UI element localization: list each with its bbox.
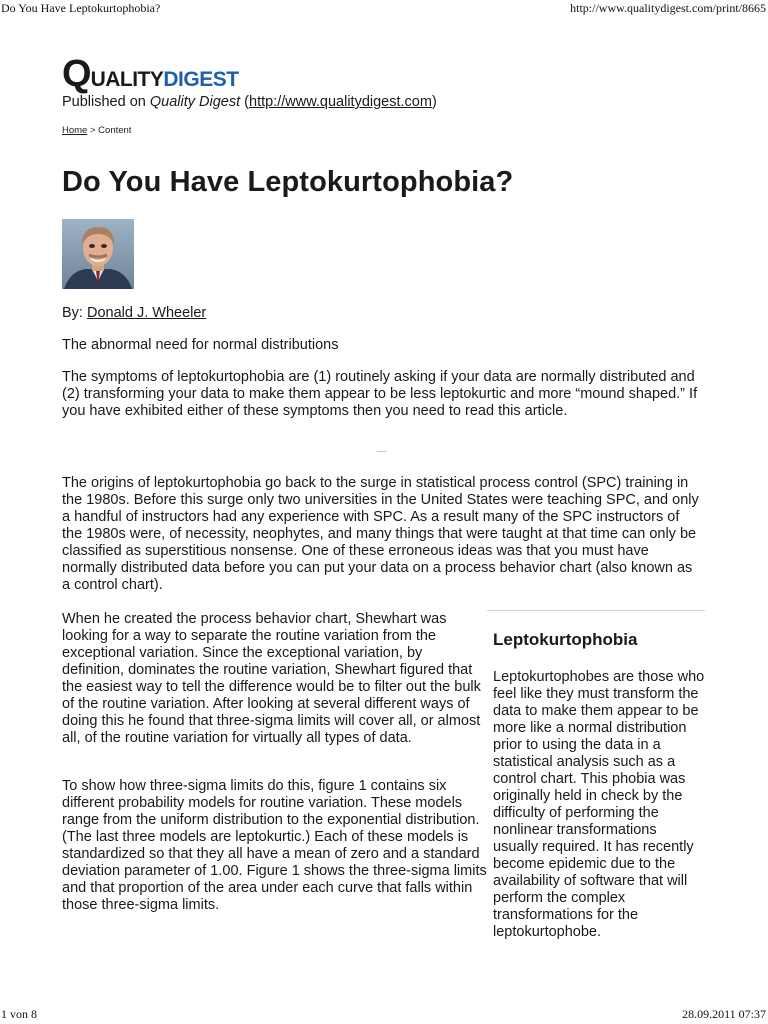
author-photo <box>62 219 134 289</box>
logo-word-digest: DIGEST <box>163 68 239 91</box>
published-close-paren: ) <box>431 94 437 110</box>
shewhart-paragraph: When he created the process behavior chart, Shewhart was looking for a way to separate the routine variation from the exceptional variation. Since the exceptional variation, by definition, dominates the routine variation, Shewhart figured that the easiest way to tell the difference would be to filter out the bulk of the routine variation. After looking at several different ways of doing this he found that three-sigma limits will cover all, or almost all, of the routine variation for virtually all types of data. <box>62 611 481 746</box>
article-title: Do You Have Leptokurtophobia? <box>62 166 514 198</box>
section-divider <box>377 451 387 452</box>
sidebar-box <box>487 610 705 962</box>
published-prefix: Published on <box>62 94 150 110</box>
logo-word-quality: UALITY <box>90 68 164 91</box>
byline <box>62 305 206 321</box>
sidebar-top-rule <box>487 610 705 611</box>
breadcrumb <box>62 125 131 136</box>
sidebar-heading: Leptokurtophobia <box>493 630 638 649</box>
published-open-paren: ( <box>240 94 249 110</box>
logo-initial: Q <box>62 53 91 95</box>
article-subtitle: The abnormal need for normal distributions <box>62 337 339 353</box>
published-source-link[interactable]: http://www.qualitydigest.com <box>249 94 432 110</box>
quality-digest-logo[interactable] <box>62 53 239 95</box>
breadcrumb-separator: > <box>87 125 99 136</box>
print-header <box>0 0 768 16</box>
origins-paragraph: The origins of leptokurtophobia go back to the surge in statistical process control (SPC) training in the 1980s. Before this surge only two universities in the United States were teaching SPC, and only a handful of instructors had any experience with SPC. As a result many of the SPC instructors of the 1980s were, of necessity, neophytes, and many things that were taught at that time can only be classified as superstitious nonsense. One of these erroneous ideas was that you must have normally distributed data before you can put your data on a process behavior chart (also known as a control chart). <box>62 475 699 593</box>
published-source: Quality Digest <box>149 94 241 110</box>
print-footer <box>0 1006 768 1022</box>
author-link[interactable]: Donald J. Wheeler <box>86 305 207 321</box>
breadcrumb-current: Content <box>98 125 132 136</box>
print-header-title: Do You Have Leptokurtophobia? <box>1 1 161 15</box>
author-portrait-icon <box>62 219 134 289</box>
published-line <box>62 94 437 110</box>
breadcrumb-home-link[interactable]: Home <box>62 125 88 136</box>
intro-paragraph: The symptoms of leptokurtophobia are (1) routinely asking if your data are normally distributed and (2) transforming your data to make them appear to be less leptokurtic and more “mound shaped.” If you have exhibited either of these symptoms then you need to read this article. <box>62 369 698 419</box>
byline-label: By: <box>62 305 87 321</box>
print-footer-timestamp: 28.09.2011 07:37 <box>682 1007 766 1021</box>
print-header-url: http://www.qualitydigest.com/print/8665 <box>570 1 766 15</box>
print-footer-page-count: 1 von 8 <box>1 1007 37 1021</box>
figure-paragraph: To show how three-sigma limits do this, figure 1 contains six different probability models for routine variation. These models range from the uniform distribution to the exponential distribution. (The last three models are leptokurtic.) Each of these models is standardized so that they all have a mean of zero and a standard deviation parameter of 1.00. Figure 1 shows the three-sigma limits and that proportion of the area under each curve that falls within those three-sigma limits. <box>62 778 487 913</box>
sidebar-body: Leptokurtophobes are those who feel like they must transform the data to make them appear to be more like a normal distribution prior to using the data in a statistical analysis such as a control chart. This phobia was originally held in check by the difficulty of performing the nonlinear transformations usually required. It has recently become epidemic due to the availability of software that will perform the complex transformations for the leptokurtophobe. <box>493 669 705 940</box>
